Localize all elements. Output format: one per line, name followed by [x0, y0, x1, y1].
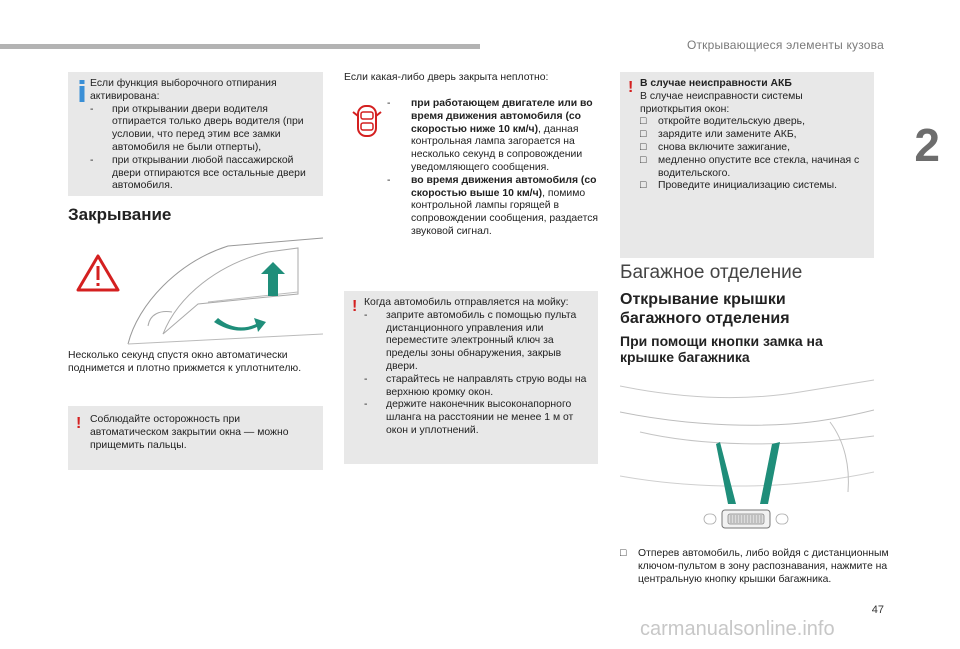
- door-intro: Если какая-либо дверь закрыта неплотно:: [344, 72, 549, 83]
- list-item: - старайтесь не направлять струю воды на верхнюю кромку окон.: [364, 373, 587, 398]
- list-item: - при работающем двигателе или во время движения автомобиля (со скоростью ниже 10 км/ч), данная контрольная лампа загорается на несколько секунд в сопровождении уведомляющего сообщения.: [387, 98, 593, 173]
- wash-note-intro: Когда автомобиль отправляется на мойку:: [364, 297, 569, 308]
- section-title-closing: Закрывание: [68, 205, 172, 224]
- warning-icon: [78, 256, 118, 290]
- page-number: 47: [871, 604, 884, 616]
- subsubsection-title-trunk-button: При помощи кнопки замка на крышке багажника: [620, 333, 823, 365]
- chapter-number: 2: [914, 119, 940, 171]
- warning-icon: !: [352, 298, 358, 315]
- checkbox-icon: □: [640, 180, 647, 192]
- header-bar: [0, 44, 480, 49]
- list-item: □ откройте водительскую дверь,: [640, 116, 805, 128]
- trunk-step: □ Отперев автомобиль, либо войдя с дистанционным ключом-пультом в зону распознавания, нажмите на центральную кнопку крышки багажника.: [620, 548, 889, 585]
- subsection-title-trunk-open: Открывание крышки багажного отделения: [620, 291, 790, 327]
- list-item: - заприте автомобиль с помощью пульта дистанционного управления или переместите электронный ключ за пределы зоны обнаружения, закрыв двери.: [364, 309, 577, 372]
- list-item: □ медленно опустите все стекла, начиная с водительского.: [640, 154, 860, 179]
- list-item: - при открывании любой пассажирской двери отпираются все остальные двери автомобиля.: [90, 154, 306, 192]
- battery-fault-box: [620, 72, 874, 258]
- info-note-intro: Если функция выборочного отпирания активирована:: [90, 78, 277, 102]
- running-header: Открывающиеся элементы кузова: [686, 38, 884, 52]
- warning-text: Соблюдайте осторожность при автоматическом закрытии окна — можно прищемить пальцы.: [90, 414, 289, 451]
- list-item: □ снова включите зажигание,: [640, 141, 790, 153]
- list-item: □ Проведите инициализацию системы.: [640, 180, 837, 192]
- checkbox-icon: □: [640, 116, 647, 128]
- wash-note-box: [344, 291, 598, 464]
- warning-icon: !: [76, 415, 82, 432]
- checkbox-icon: □: [640, 154, 647, 166]
- watermark: carmanualsonline.info: [640, 618, 835, 640]
- warning-icon: !: [628, 79, 634, 96]
- trunk-button-illustration: [620, 372, 874, 540]
- checkbox-icon: □: [620, 548, 627, 559]
- list-item: - во время движения автомобиля (со скоростью выше 10 км/ч), помимо контрольной лампы горящей в сопровождении сообщения, раздается звуковой сигнал.: [387, 174, 599, 237]
- closing-caption: Несколько секунд спустя окно автоматически поднимется и плотно прижмется к уплотнителю.: [68, 350, 302, 374]
- door-conditions-list: [387, 98, 599, 239]
- car-window-illustration: [68, 234, 323, 346]
- info-note-box: [68, 72, 323, 196]
- info-icon: [78, 80, 86, 107]
- section-title-trunk: Багажное отделение: [620, 262, 803, 283]
- checkbox-icon: □: [640, 129, 647, 141]
- door-open-lamp-icon: [352, 104, 382, 143]
- list-item: - при открывании двери водителя отпирается только дверь водителя (при условии, что перед этим все замки автомобиля не были отперты),: [90, 103, 304, 153]
- checkbox-icon: □: [640, 141, 647, 153]
- list-item: - держите наконечник высоконапорного шланга на расстоянии не менее 1 м от окон и уплотнений.: [364, 399, 574, 436]
- list-item: □ зарядите или замените АКБ,: [640, 129, 797, 141]
- fault-title: В случае неисправности АКБ: [640, 78, 792, 89]
- warning-box-closing: [68, 406, 323, 470]
- fault-intro: В случае неисправности системы приоткрытия окон:: [640, 90, 803, 115]
